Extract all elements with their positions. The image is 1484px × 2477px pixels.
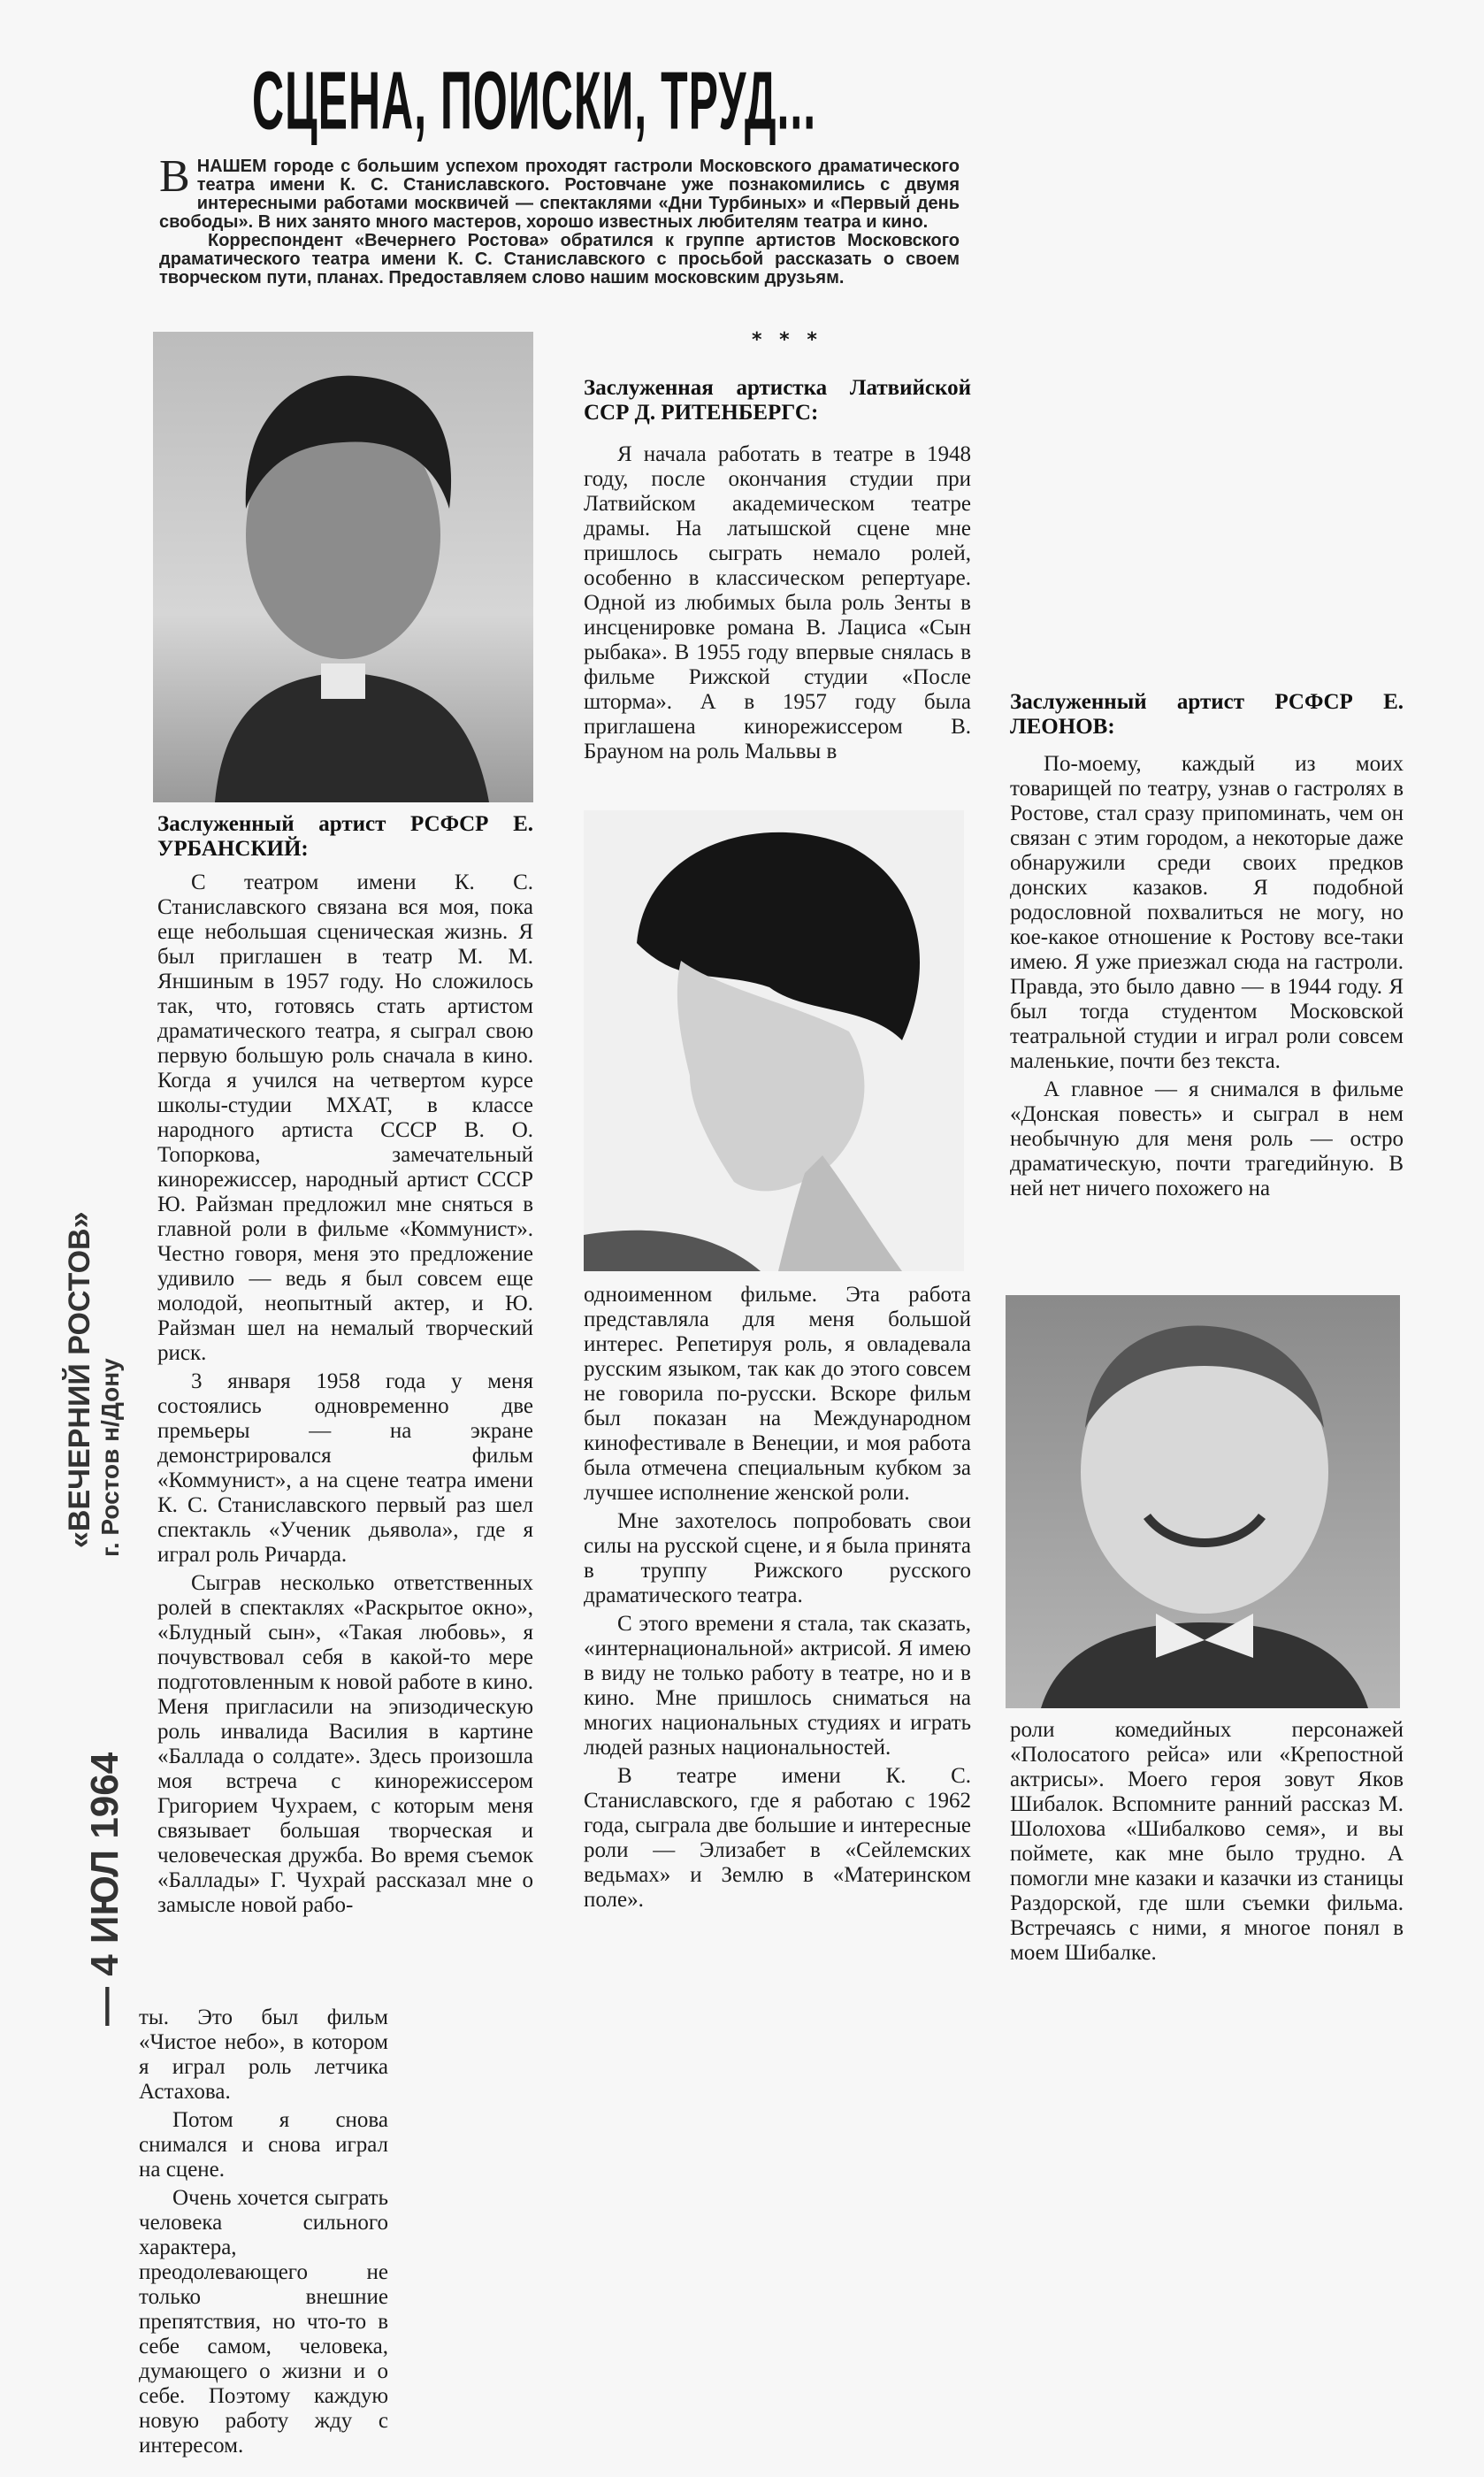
date-stamp: — 4 ИЮЛ 1964 xyxy=(83,1752,126,2026)
paragraph: С театром имени К. С. Станиславского связана вся моя, пока еще небольшая сценическая жизнь. Я был приглашен в театр М. М. Яншиным в 1957 году. Но сложилось так, что, готовясь стать артистом драматического театра, я сыграл свою первую большую роль сначала в кино. Когда я учился на четвертом курсе школы-студии МХАТ, в классе народного артиста СССР В. О. Топоркова, замечательный кинорежиссер, народный артист СССР Ю. Райзман предложил мне сняться в главной роли в фильме «Коммунист». Честно говоря, меня это предложение удивило — ведь я был совсем еще молодой, неопытный актер, и Ю. Райзман шел на немалый творческий риск. xyxy=(157,870,533,1365)
heading-leonov: Заслуженный артист РСФСР Е. ЛЕОНОВ: xyxy=(1010,690,1404,739)
column-urbansky xyxy=(157,870,533,1921)
paragraph: 3 января 1958 года у меня состоялись одновременно две премьеры — на экране демонстрировался фильм «Коммунист», а на сцене театра имени К. С. Станиславского первый раз шел спектакль «Ученик дьявола», где я играл роль Ричарда. xyxy=(157,1369,533,1567)
paragraph: С этого времени я стала, так сказать, «интернациональной» актрисой. Я имею в виду не только работу в театре, но и в кино. Мне пришлось сниматься на многих национальных студиях и играть людей разных национальностей. xyxy=(584,1612,971,1760)
paragraph: По-моему, каждый из моих товарищей по театру, узнав о гастролях в Ростове, стал сразу припоминать, чем он связан с этим городом, а некоторые даже обнаружили среди своих предков донских казаков. Я подобной родословной похвалиться не могу, но кое-какое отношение к Ростову все-таки имею. Я уже приезжал сюда на гастроли. Правда, это было давно — в 1944 году. Я был тогда студентом Московской театральной студии и играл роли совсем маленькие, почти без текста. xyxy=(1010,752,1404,1073)
paragraph: Потом я снова снимался и снова играл на сцене. xyxy=(139,2108,388,2182)
city-stamp: г. Ростов н/Дону xyxy=(96,1358,124,1557)
newspaper-stamp: «ВЕЧЕРНИЙ РОСТОВ» xyxy=(63,1211,96,1548)
paragraph: Я начала работать в театре в 1948 году, после окончания студии при Латвийском академическом театре драмы. На латышской сцене мне пришлось сыграть немало ролей, особенно в классическом репертуаре. Одной из любимых была роль Зенты в инсценировке романа В. Лациса «Сын рыбака». В 1955 году впервые снялась в фильме Рижской студии «После шторма». А в 1957 году была приглашена кинорежиссером В. Брауном на роль Мальвы в xyxy=(584,442,971,763)
column-urbansky-narrow xyxy=(139,2005,388,2462)
article-title: СЦЕНА, ПОИСКИ, ТРУД... xyxy=(252,55,817,147)
photo-urbansky xyxy=(153,332,533,802)
paragraph: Очень хочется сыграть человека сильного характера, преодолевающего не только внешние препятствия, но что-то в себе самом, человека, думающего о жизни и о себе. Поэтому каждую новую работу жду с интересом. xyxy=(139,2186,388,2458)
column-ritenbergs-top xyxy=(584,442,971,768)
heading-urbansky: Заслуженный артист РСФСР Е. УРБАНСКИЙ: xyxy=(157,812,533,861)
photo-leonov xyxy=(1006,1295,1400,1708)
column-leonov-top xyxy=(1010,752,1404,1205)
intro-paragraph-1: НАШЕМ городе с большим успехом проходят гастроли Московского драматического театра имени К. С. Станиславского. Ростовчане уже познакомились с двумя интересными работами москвичей — спектаклями «Дни Турбиных» и «Первый день свободы». В них занято много мастеров, хорошо известных любителям театра и кино. xyxy=(159,157,960,232)
portrait-woman-icon xyxy=(584,810,964,1271)
portrait-man-icon xyxy=(153,332,533,802)
paragraph: В театре имени К. С. Станиславского, где я работаю с 1962 года, сыграла две большие и интересные роли — Элизабет в «Сейлемских ведьмах» и Землю в «Материнском поле». xyxy=(584,1764,971,1912)
paragraph: ты. Это был фильм «Чистое небо», в котором я играл роль летчика Астахова. xyxy=(139,2005,388,2104)
paragraph: Мне захотелось попробовать свои силы на русской сцене, и я была принята в труппу Рижского русского драматического театра. xyxy=(584,1509,971,1607)
article-intro xyxy=(159,151,960,288)
photo-ritenbergs xyxy=(584,810,964,1271)
drop-cap: В xyxy=(159,151,190,202)
intro-paragraph-2: Корреспондент «Вечернего Ростова» обратился к группе артистов Московского драматического театра имени К. С. Станиславского с просьбой рассказать о своем творческом пути, планах. Предоставляем слово нашим московским друзьям. xyxy=(159,231,960,288)
column-ritenbergs-bottom xyxy=(584,1283,971,1916)
paragraph: одноименном фильме. Эта работа представляла для меня большой интерес. Репетируя роль, я овладевала русским языком, так как до этого совсем не говорила по-русски. Вскоре фильм был показан на Международном кинофестивале в Венеции, и моя работа была отмечена специальным кубком за лучшее исполнение женской роли. xyxy=(584,1283,971,1505)
heading-ritenbergs: Заслуженная артистка Латвийской ССР Д. РИТЕНБЕРГС: xyxy=(584,376,971,425)
paragraph: А главное — я снимался в фильме «Донская повесть» и сыграл в нем необычную для меня роль — остро драматическую, почти трагедийную. В ней нет ничего похожего на xyxy=(1010,1077,1404,1200)
paragraph: роли комедийных персонажей «Полосатого рейса» или «Крепостной актрисы». Моего героя зовут Яков Шибалок. Вспомните ранний рассказ М. Шолохова «Шибалково семя», и вы поймете, как мне было трудно. А помогли мне казаки и казачки из станицы Раздорской, где шли съемки фильма. Встречаясь с ними, я многое понял в моем Шибалке. xyxy=(1010,1718,1404,1965)
portrait-man-icon xyxy=(1006,1295,1400,1708)
column-leonov-bottom xyxy=(1010,1718,1404,1969)
paragraph: Сыграв несколько ответственных ролей в спектаклях «Раскрытое окно», «Блудный сын», «Такая любовь», я почувствовал себя в какой-то мере подготовленным к новой работе в кино. Меня пригласили на эпизодическую роль инвалида Василия в картине «Баллада о солдате». Здесь произошла моя встреча с кинорежиссером Григорием Чухраем, с которым меня связывает большая творческая и человеческая дружба. Во время съемок «Баллады» Г. Чухрай рассказал мне о замысле новой рабо- xyxy=(157,1571,533,1917)
section-separator: * * * xyxy=(752,329,822,351)
